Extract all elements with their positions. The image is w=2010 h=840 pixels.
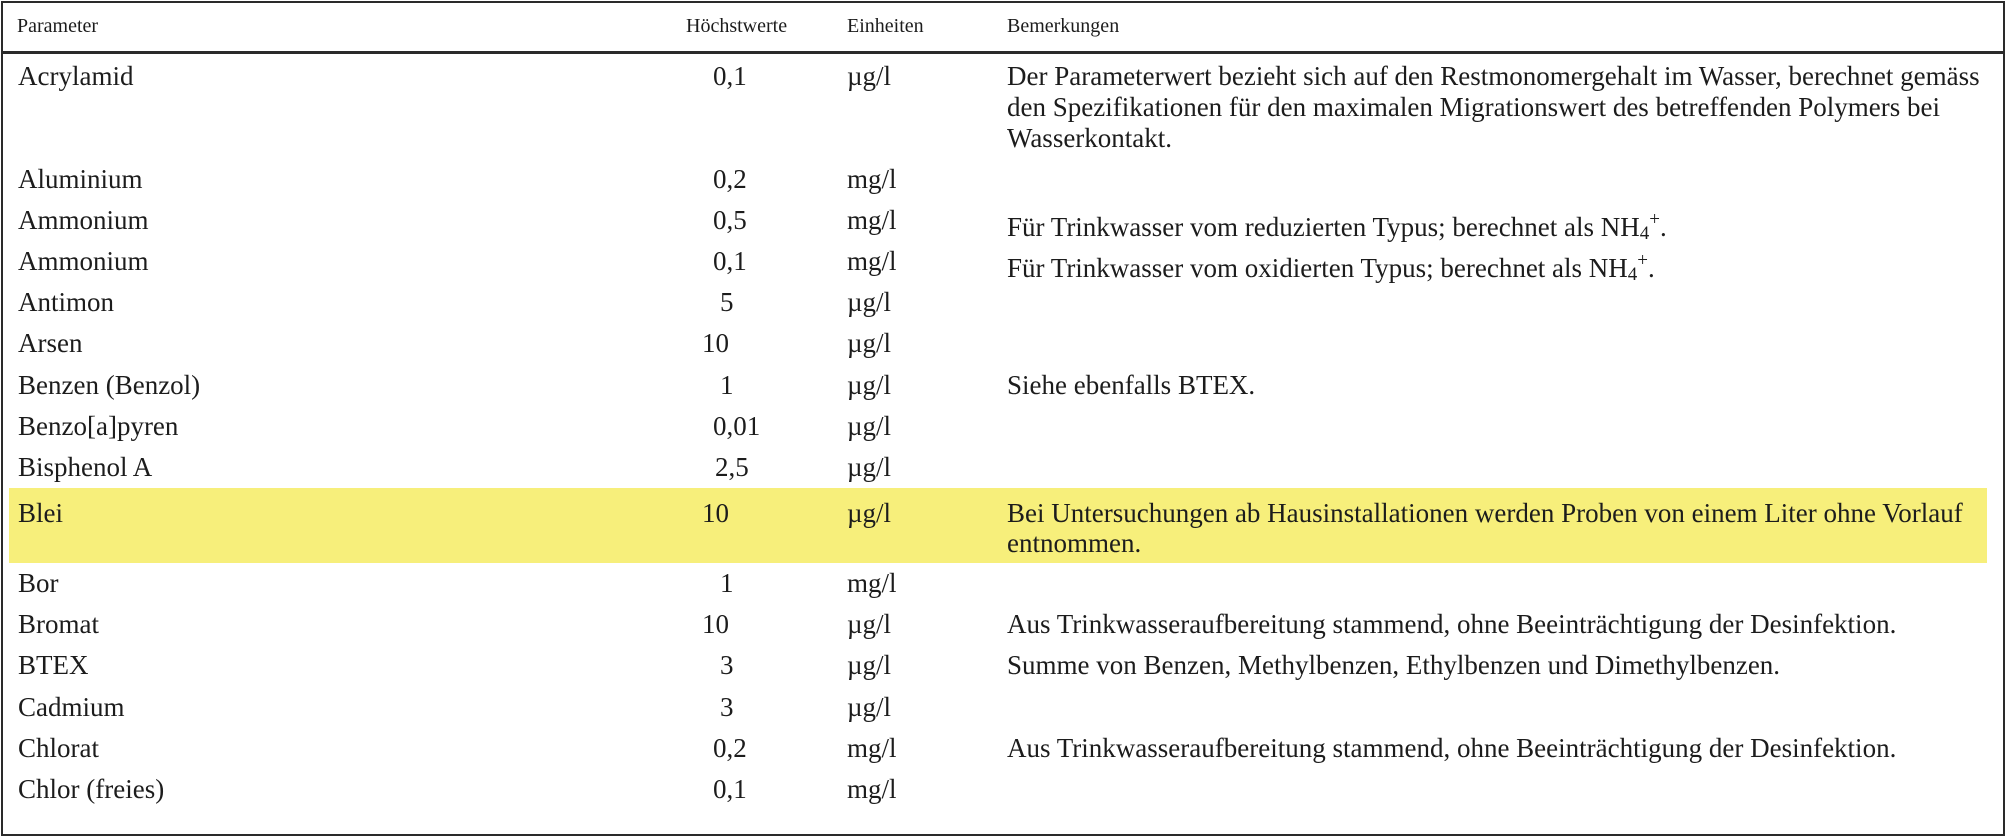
row-parameter: Cadmium	[18, 692, 125, 722]
table-row	[9, 692, 1987, 724]
row-unit: µg/l	[847, 370, 892, 400]
table-header	[3, 3, 2003, 54]
row-unit: µg/l	[847, 411, 892, 441]
table-row-highlighted	[9, 488, 1987, 563]
row-value: 10	[702, 498, 729, 528]
document-frame	[1, 1, 2005, 836]
table-row	[9, 774, 1987, 806]
row-remark: Für Trinkwasser vom reduzierten Typus; berechnet als $NH_4^+$.	[1007, 209, 1667, 244]
row-remark: Bei Untersuchungen ab Hausinstallationen werden Proben von einem Liter ohne Vorlauf entnommen.	[1007, 498, 1963, 558]
table-row	[9, 61, 1987, 157]
row-parameter: Chlor (freies)	[18, 774, 165, 804]
row-unit: mg/l	[847, 774, 897, 804]
header-max-values: Höchstwerte	[686, 15, 788, 37]
row-value: 0,5	[713, 205, 747, 235]
row-value: 3	[720, 650, 734, 680]
row-value: 3	[720, 692, 734, 722]
row-remark: Der Parameterwert bezieht sich auf den Restmonomergehalt im Wasser, berechnet gemäss den Spezifikationen für den maximalen Migrationswert des betreffenden Polymers bei Wasserkontakt.	[1007, 61, 1980, 153]
row-unit: mg/l	[847, 568, 897, 598]
row-unit: µg/l	[847, 287, 892, 317]
row-unit: µg/l	[847, 328, 892, 358]
row-remark: Summe von Benzen, Methylbenzen, Ethylbenzen und Dimethylbenzen.	[1007, 650, 1781, 680]
table-row	[9, 287, 1987, 319]
row-unit: mg/l	[847, 246, 897, 276]
row-parameter: Bisphenol A	[18, 452, 153, 482]
row-value: 0,1	[713, 774, 747, 804]
header-parameter: Parameter	[17, 15, 99, 37]
row-value: 0,01	[713, 411, 761, 441]
row-remark: Siehe ebenfalls BTEX.	[1007, 370, 1256, 400]
row-unit: µg/l	[847, 692, 892, 722]
table-row	[9, 650, 1987, 682]
table-row	[9, 452, 1987, 484]
row-value: 0,1	[713, 246, 747, 276]
row-parameter: Aluminium	[18, 164, 143, 194]
row-parameter: Antimon	[18, 287, 115, 317]
row-unit: µg/l	[847, 61, 892, 91]
row-parameter: BTEX	[18, 650, 89, 680]
row-value: 0,2	[713, 164, 747, 194]
row-unit: µg/l	[847, 609, 892, 639]
row-unit: mg/l	[847, 205, 897, 235]
row-parameter: Ammonium	[18, 205, 149, 235]
row-parameter: Benzo[a]pyren	[18, 411, 179, 441]
table-row	[9, 328, 1987, 360]
header-remarks: Bemerkungen	[1007, 15, 1120, 37]
row-value: 1	[720, 370, 734, 400]
row-parameter: Ammonium	[18, 246, 149, 276]
row-value: 0,1	[713, 61, 747, 91]
row-unit: mg/l	[847, 733, 897, 763]
row-parameter: Acrylamid	[18, 61, 134, 91]
row-parameter: Chlorat	[18, 733, 99, 763]
row-remark: Aus Trinkwasseraufbereitung stammend, ohne Beeinträchtigung der Desinfektion.	[1007, 733, 1897, 763]
table-row	[9, 733, 1987, 765]
row-value: 0,2	[713, 733, 747, 763]
row-parameter: Benzen (Benzol)	[18, 370, 201, 400]
table-row	[9, 370, 1987, 402]
row-value: 10	[702, 328, 729, 358]
table-row	[9, 205, 1987, 244]
row-parameter: Bor	[18, 568, 59, 598]
row-parameter: Arsen	[18, 328, 83, 358]
table-row	[9, 246, 1987, 285]
row-unit: mg/l	[847, 164, 897, 194]
row-value: 5	[720, 287, 734, 317]
header-units: Einheiten	[847, 15, 924, 37]
row-value: 1	[720, 568, 734, 598]
row-unit: µg/l	[847, 452, 892, 482]
row-remark: Für Trinkwasser vom oxidierten Typus; berechnet als $NH_4^+$.	[1007, 250, 1655, 285]
row-parameter: Blei	[18, 498, 63, 528]
table-row	[9, 164, 1987, 196]
row-remark: Aus Trinkwasseraufbereitung stammend, ohne Beeinträchtigung der Desinfektion.	[1007, 609, 1897, 639]
table-row	[9, 609, 1987, 641]
table-row	[9, 568, 1987, 600]
row-unit: µg/l	[847, 650, 892, 680]
row-value: 10	[702, 609, 729, 639]
row-parameter: Bromat	[18, 609, 99, 639]
row-value: 2,5	[715, 452, 749, 482]
row-unit: µg/l	[847, 498, 892, 528]
table-row	[9, 411, 1987, 443]
